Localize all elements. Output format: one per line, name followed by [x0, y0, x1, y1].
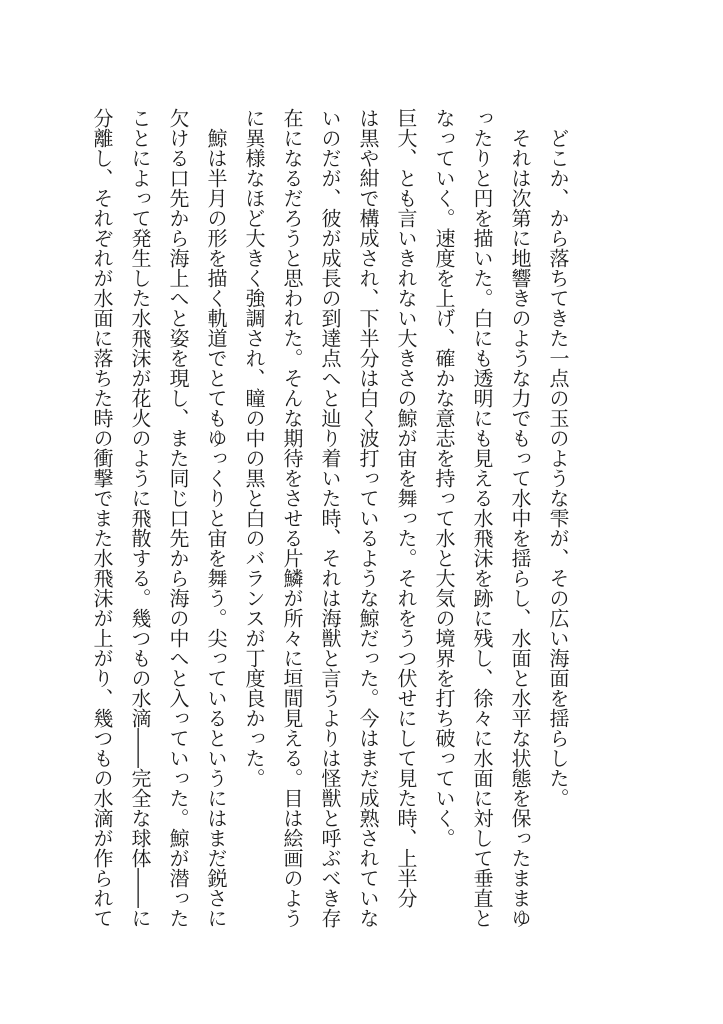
vertical-text-body	[83, 108, 577, 938]
text-column: どこか、から落ちてきた一点の玉のような雫が、その広い海面を揺らした。	[546, 128, 570, 808]
text-column: に異様なほど大きく強調され、瞳の中の黒と白のバランスが丁度良かった。	[242, 108, 266, 788]
text-column: 在になるだろうと思われた。そんな期待をさせる片鱗が所々に垣間見える。目は絵画のよう	[280, 108, 304, 928]
text-column: は黒や紺で構成され、下半分は白く波打っているような鯨だった。今はまだ成熟されていな	[356, 108, 380, 928]
text-column: 鯨は半月の形を描く軌道でとてもゆっくりと宙を舞う。尖っているというにはまだ鋭さに	[204, 128, 228, 928]
text-column: 欠ける口先から海上へと姿を現し、また同じ口先から海の中へと入っていった。鯨が潜った	[166, 108, 190, 928]
text-column: 巨大、とも言いきれない大きさの鯨が宙を舞った。それをうつ伏せにして見た時、上半分	[394, 108, 418, 908]
text-column: いのだが、彼が成長の到達点へと辿り着いた時、それは海獣と言うよりは怪獣と呼ぶべき存	[318, 108, 342, 928]
text-column: ことによって発生した水飛沫が花火のように飛散する。幾つもの水滴――完全な球体――に	[128, 108, 152, 928]
text-column: それは次第に地響きのような力でもって水中を揺らし、水面と水平な状態を保ったままゆ	[508, 128, 532, 928]
text-column: 分離し、それぞれが水面に落ちた時の衝撃でまた水飛沫が上がり、幾つもの水滴が作られて	[90, 108, 114, 928]
text-column: ったりと円を描いた。白にも透明にも見える水飛沫を跡に残し、徐々に水面に対して垂直と	[470, 108, 494, 928]
text-column: なっていく。速度を上げ、確かな意志を持って水と大気の境界を打ち破っていく。	[432, 108, 456, 848]
